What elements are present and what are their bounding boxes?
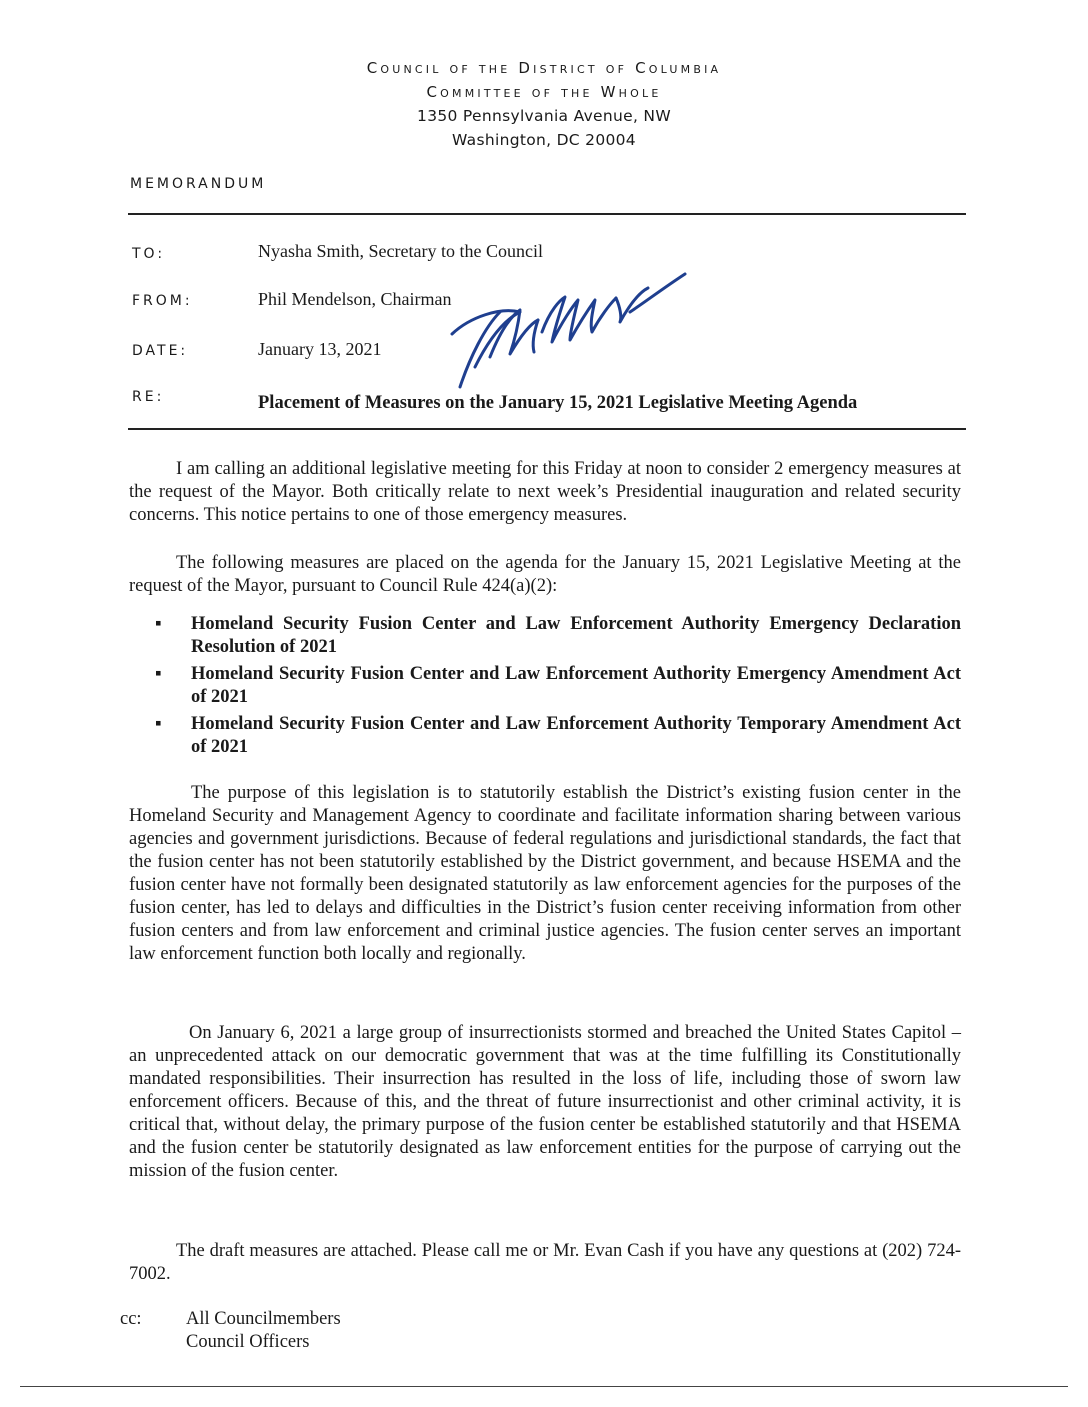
committee-name: Committee of the Whole bbox=[426, 83, 662, 101]
cc-line-1: All Councilmembers bbox=[186, 1309, 341, 1329]
top-divider bbox=[128, 213, 966, 215]
council-name: Council of the District of Columbia bbox=[366, 59, 722, 77]
address-line-2: Washington, DC 20004 bbox=[452, 131, 636, 149]
list-item: ▪ Homeland Security Fusion Center and Law Enforcement Authority Temporary Amendment Act of 2021 bbox=[155, 714, 961, 757]
cc-label: cc: bbox=[120, 1309, 142, 1329]
list-item: ▪ Homeland Security Fusion Center and Law Enforcement Authority Emergency Declaration Resolution of 2021 bbox=[155, 614, 961, 657]
re-value: Placement of Measures on the January 15, 2021 Legislative Meeting Agenda bbox=[258, 393, 858, 413]
to-label: TO: bbox=[132, 246, 166, 262]
date-value: January 13, 2021 bbox=[258, 339, 382, 359]
from-value: Phil Mendelson, Chairman bbox=[258, 289, 452, 309]
signature-image bbox=[430, 262, 700, 392]
bottom-divider bbox=[128, 428, 966, 430]
paragraph-2: The following measures are placed on the agenda for the January 15, 2021 Legislative Meeting at the request of the Mayor, pursuant to Council Rule 424(a)(2): bbox=[129, 553, 961, 596]
address-line-1: 1350 Pennsylvania Avenue, NW bbox=[417, 107, 671, 125]
footer-rule bbox=[20, 1386, 1068, 1387]
bullet-icon: ▪ bbox=[155, 614, 162, 634]
measures-list bbox=[155, 613, 961, 763]
paragraph-4: On January 6, 2021 a large group of insurrectionists stormed and breached the United States Capitol – an unprecedented attack on our democratic government that was at the time fulfilling its Constitutionally mandated responsibilities. Their insurrection has resulted in the loss of life, including those of sworn law enforcement officers. Because of this, and the threat of future insurrectionist and other criminal activity, it is critical that, without delay, the primary purpose of the fusion center be established statutorily and that HSEMA and the fusion center be statutorily designated as law enforcement entities for the purpose of carrying out the mission of the fusion center. bbox=[129, 1023, 961, 1181]
bullet-icon: ▪ bbox=[155, 664, 162, 684]
paragraph-3: The purpose of this legislation is to statutorily establish the District’s existing fusion center in the Homeland Security and Management Agency to coordinate and facilitate information sharing between various agencies and government jurisdictions. Because of federal regulations and jurisdictional standards, the fact that the fusion center has not been statutorily established by the District government, and because HSEMA and the fusion center have not formally been designated statutorily as law enforcement agencies for the purposes of the fusion center, has led to delays and difficulties in the District’s fusion center receiving information from other fusion centers and from law enforcement and criminal justice agencies. The fusion center serves an important law enforcement function both locally and regionally. bbox=[129, 783, 961, 964]
from-label: FROM: bbox=[132, 293, 193, 309]
memorandum-label: MEMORANDUM bbox=[130, 176, 267, 192]
paragraph-5: The draft measures are attached. Please call me or Mr. Evan Cash if you have any questions at (202) 724-7002. bbox=[129, 1241, 961, 1284]
list-item: ▪ Homeland Security Fusion Center and Law Enforcement Authority Emergency Amendment Act of 2021 bbox=[155, 664, 961, 707]
re-label: RE: bbox=[132, 389, 165, 405]
cc-line-2: Council Officers bbox=[186, 1332, 310, 1352]
to-value: Nyasha Smith, Secretary to the Council bbox=[258, 241, 543, 261]
date-label: DATE: bbox=[132, 343, 189, 359]
paragraph-1: I am calling an additional legislative meeting for this Friday at noon to consider 2 emergency measures at the request of the Mayor. Both critically relate to next week’s Presidential inauguration and related security concerns. This notice pertains to one of those emergency measures. bbox=[129, 459, 961, 525]
bullet-icon: ▪ bbox=[155, 714, 162, 734]
